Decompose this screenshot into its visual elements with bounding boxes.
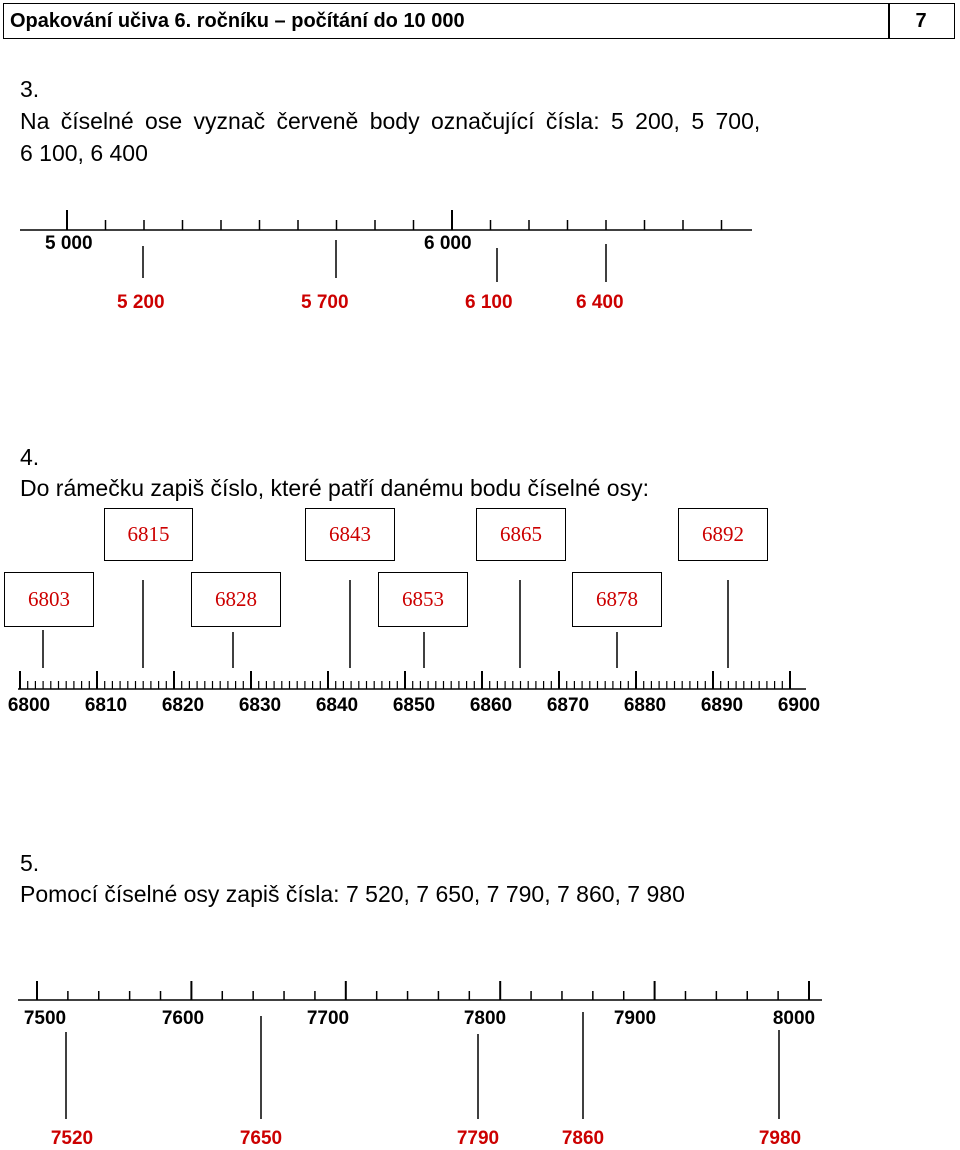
task5-axis-label: 7900	[613, 1008, 657, 1029]
task3-axis-label-5000: 5 000	[45, 233, 93, 254]
answer-box-6843[interactable]	[305, 508, 395, 561]
answer-box-6865[interactable]	[476, 508, 566, 561]
answer-box-6892[interactable]	[678, 508, 768, 561]
task4-axis-label: 6830	[238, 695, 282, 716]
header-title: Opakování učiva 6. ročníku – počítání do 10 000	[10, 10, 465, 32]
task5-answer: 7980	[758, 1128, 802, 1149]
task3-axis-label-6000: 6 000	[424, 233, 472, 254]
answer-box-value: 6878	[596, 587, 638, 611]
task5-axis-label: 7700	[306, 1008, 350, 1029]
task3-instruction-line2: 6 100, 6 400	[20, 140, 148, 166]
answer-box-value: 6843	[329, 522, 371, 546]
task5-number: 5.	[20, 850, 40, 876]
task5-answer: 7860	[561, 1128, 605, 1149]
page-number: 7	[915, 10, 927, 32]
task3-answer-6400: 6 400	[576, 292, 624, 313]
task4-axis-label: 6820	[161, 695, 205, 716]
answer-box-value: 6865	[500, 522, 542, 546]
answer-box-value: 6828	[215, 587, 257, 611]
answer-box-value: 6892	[702, 522, 744, 546]
task4-axis-label: 6850	[392, 695, 436, 716]
task5-answer: 7520	[50, 1128, 94, 1149]
task4-axis-label: 6800	[7, 695, 51, 716]
task4-axis-label: 6840	[315, 695, 359, 716]
answer-box-6815[interactable]	[104, 508, 193, 561]
task5-instruction: Pomocí číselné osy zapiš čísla: 7 520, 7 650, 7 790, 7 860, 7 980	[20, 881, 685, 907]
task5-answer: 7650	[239, 1128, 283, 1149]
answer-box-6803[interactable]	[4, 572, 94, 627]
task4-instruction: Do rámečku zapiš číslo, které patří danému bodu číselné osy:	[20, 475, 649, 501]
task4-axis-label: 6810	[84, 695, 128, 716]
task5-axis-label: 8000	[772, 1008, 816, 1029]
answer-box-6853[interactable]	[378, 572, 468, 627]
task4-axis-label: 6870	[546, 695, 590, 716]
task4-axis-label: 6880	[623, 695, 667, 716]
task4-axis-label: 6890	[700, 695, 744, 716]
task5-answer: 7790	[456, 1128, 500, 1149]
task3-answer-5200: 5 200	[117, 292, 165, 313]
task5-axis-label: 7800	[463, 1008, 507, 1029]
task3-answer-5700: 5 700	[301, 292, 349, 313]
answer-box-value: 6815	[127, 522, 170, 546]
answer-box-6828[interactable]	[191, 572, 281, 627]
answer-box-value: 6853	[402, 587, 444, 611]
task5-axis-label: 7500	[23, 1008, 67, 1029]
task4-axis-label: 6900	[777, 695, 821, 716]
task5-axis-label: 7600	[161, 1008, 205, 1029]
answer-box-6878[interactable]	[572, 572, 662, 627]
task3-number: 3.	[20, 76, 40, 102]
task3-instruction-line1: Na číselné ose vyznač červeně body označující čísla: 5 200, 5 700,	[20, 108, 761, 134]
task3-answer-6100: 6 100	[465, 292, 513, 313]
answer-box-value: 6803	[28, 587, 70, 611]
task4-axis-label: 6860	[469, 695, 513, 716]
task4-number: 4.	[20, 444, 40, 470]
